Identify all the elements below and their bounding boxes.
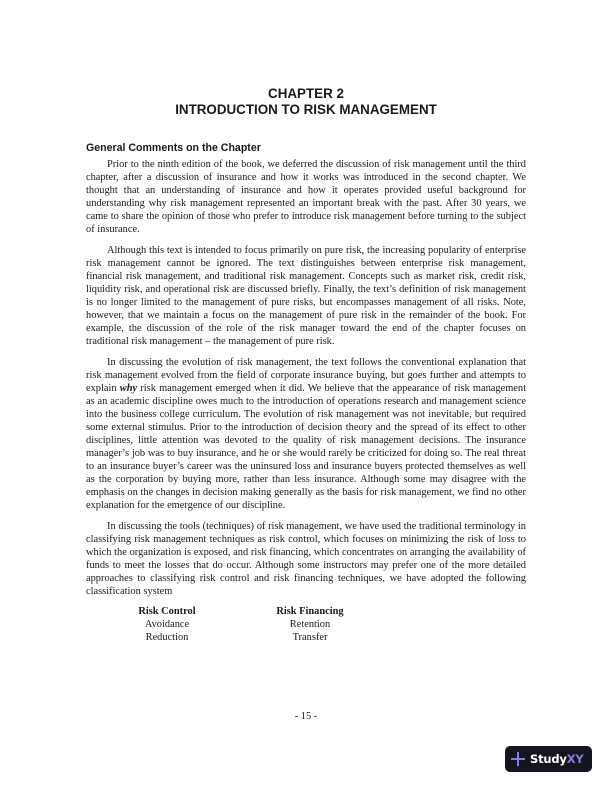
chapter-title: INTRODUCTION TO RISK MANAGEMENT [175,102,437,117]
paragraph-3 [86,356,526,512]
paragraph-3-before: In discussing the evolution of risk management, the text follows the conventional explanation that risk management evolved from the field of corporate insurance buying, but goes further and attempts to explain [86,357,526,394]
chapter-label: CHAPTER 2 [268,86,344,101]
risk-control-item: Avoidance [144,619,190,630]
section-heading: General Comments on the Chapter [86,142,261,154]
risk-financing-item: Retention [289,619,331,630]
classification-table [86,605,526,645]
paragraph-4: In discussing the tools (techniques) of risk management, we have used the traditional terminology in classifying risk management techniques as risk control, which focuses on minimizing the risk of loss to which the organization is exposed, and risk financing, which concentrates on arranging the availability of funds to meet the losses that do occur. Although some instructors may prefer one of the more detailed approaches to classifying risk control and risk financing techniques, we have adopted the following classification system [86,521,526,597]
risk-control-column [132,605,202,644]
studyxy-badge[interactable] [505,746,592,772]
paragraph-3-after: risk management emerged when it did. We believe that the appearance of risk management as an academic discipline owes much to the introduction of operations research and management science into the business college curriculum. The evolution of risk management was not inevitable, but required some external stimulus. Prior to the introduction of decision theory and the spread of its effect to other disciplines, little attention was devoted to the quality of risk management decisions. The insurance manager’s job was to buy insurance, and he or she would rarely be criticized for doing so. The real threat to an insurance buyer’s career was the uninsured loss and insurance buyers protected themselves as well as the corporation by buying more, rather than less insurance. Although some may disagree with the emphasis on the changes in decision making generally as the basis for risk management, we find no other explanation for the emergence of our discipline. [86,383,526,511]
emphasis-why: why [119,383,138,394]
paragraph-2: Although this text is intended to focus primarily on pure risk, the increasing popularity of enterprise risk management cannot be ignored. The text distinguishes between enterprise risk management, financial risk management, and traditional risk management. Concepts such as market risk, credit risk, liquidity risk, and operational risk are discussed briefly. Finally, the text’s definition of risk management is no longer limited to the management of pure risks, but encompasses management of all risks. Note, however, that we maintain a focus on the management of pure risk in the remainder of the book. For example, the discussion of the role of the risk manager toward the end of the chapter focuses on traditional risk management – the management of pure risk. [86,245,526,347]
risk-control-item: Reduction [145,632,189,643]
badge-text-main: Study [530,752,567,766]
risk-financing-heading: Risk Financing [276,606,344,617]
badge-label [530,752,584,766]
risk-control-heading: Risk Control [138,606,196,617]
document-page [86,86,526,645]
paragraph-1: Prior to the ninth edition of the book, we deferred the discussion of risk management until the third chapter, after a discussion of insurance and how it works was introduced in the second chapter. We thought that an understanding of insurance and how it operates provided useful background for understanding why risk management represented an important break with the past. After 30 years, we came to share the opinion of those who prefer to introduce risk management before turning to the subject of insurance. [86,159,526,235]
risk-financing-column [272,605,348,644]
plus-icon [511,752,525,766]
risk-financing-item: Transfer [292,632,328,643]
page-number: - 15 - [294,711,318,722]
badge-text-accent: XY [566,752,584,766]
